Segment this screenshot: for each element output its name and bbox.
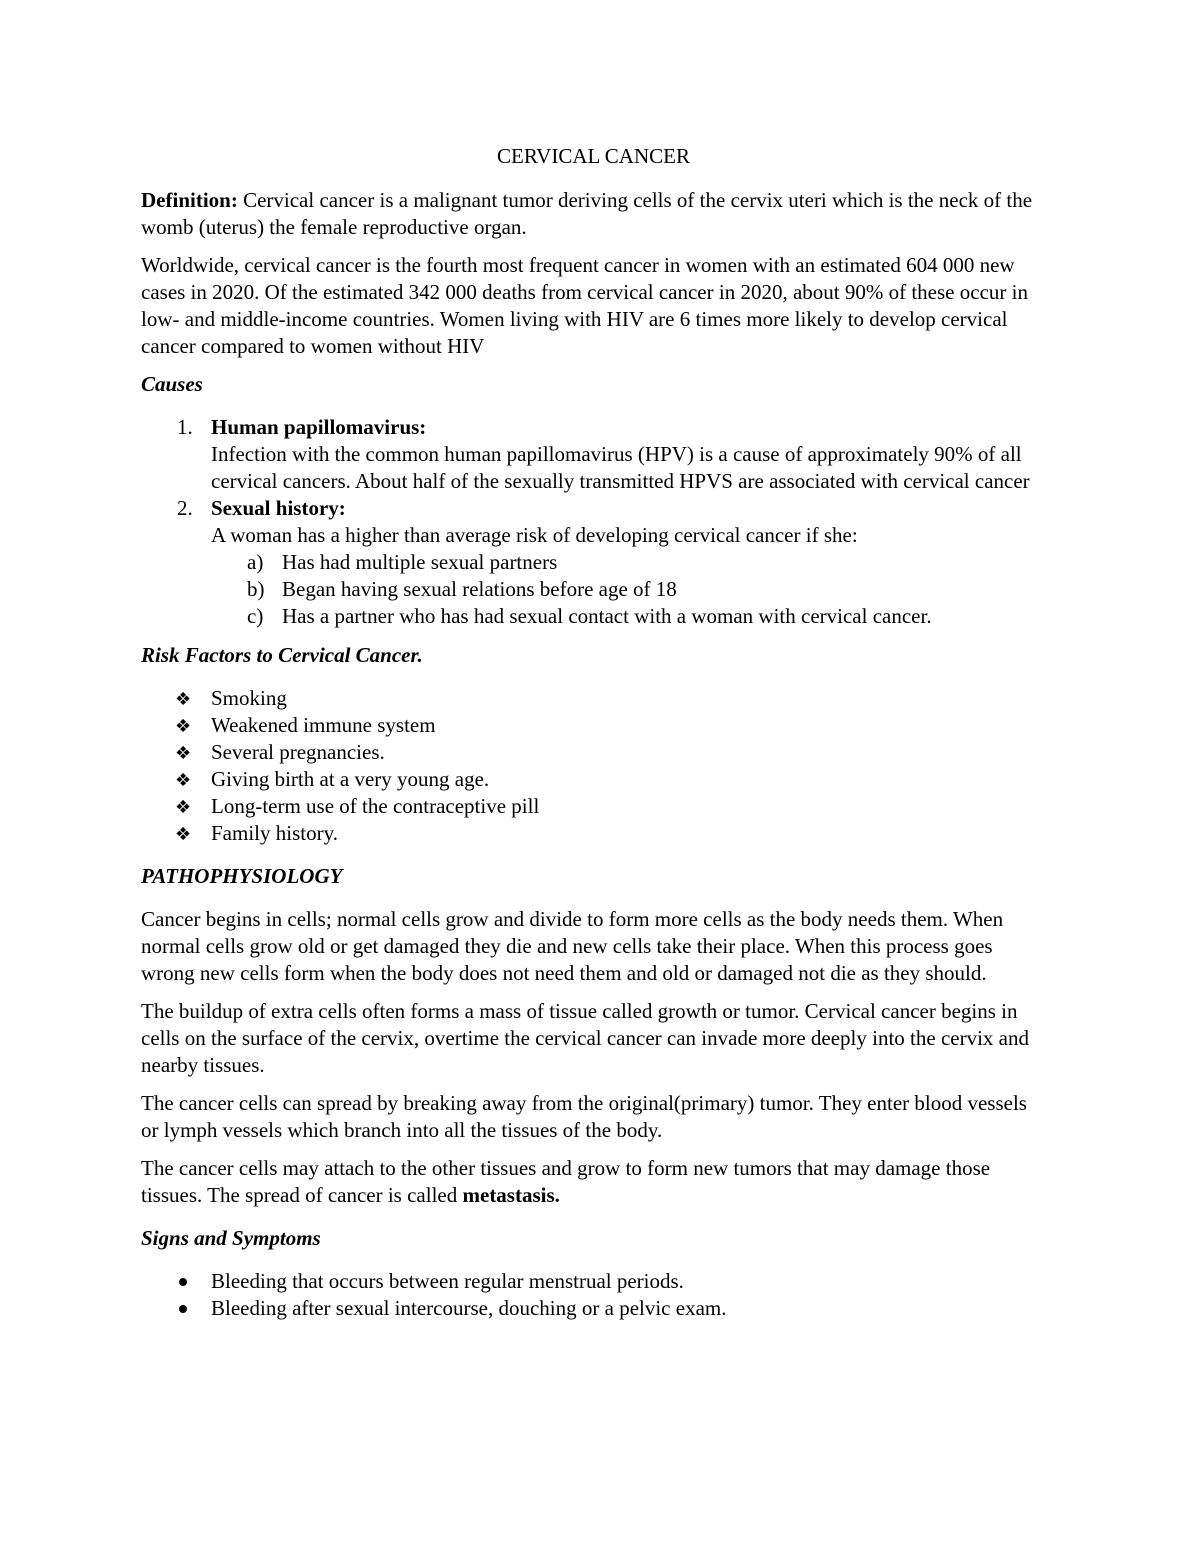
causes-heading: Causes <box>141 372 203 396</box>
pathophysiology-paragraph: The cancer cells can spread by breaking away from the original(primary) tumor. They enter blood vessels or lymph vessels which branch into all the tissues of the body. <box>141 1091 1027 1142</box>
list-item <box>141 685 1046 712</box>
metastasis-paragraph <box>141 1155 1046 1209</box>
list-item-text: Weakened immune system <box>211 713 436 737</box>
list-item <box>141 712 1046 739</box>
signs-list <box>141 1268 1046 1322</box>
metastasis-text: The cancer cells may attach to the other tissues and grow to form new tumors that may damage those tissues. The spread of cancer is called <box>141 1156 991 1207</box>
list-item-text: Long-term use of the contraceptive pill <box>211 794 540 818</box>
sub-list-item <box>211 603 1046 630</box>
sub-list-letter: b) <box>247 577 265 601</box>
list-item <box>141 1295 1046 1322</box>
diamond-bullet-icon: ❖ <box>175 716 192 737</box>
sub-list-text: Has had multiple sexual partners <box>282 550 558 574</box>
diamond-bullet-icon: ❖ <box>175 770 192 791</box>
definition-label: Definition: <box>141 188 238 212</box>
list-item-text: Bleeding that occurs between regular menstrual periods. <box>211 1269 684 1293</box>
worldwide-paragraph: Worldwide, cervical cancer is the fourth most frequent cancer in women with an estimated 604 000 new cases in 2020. Of the estimated 342 000 deaths from cervical cancer in 2020, about 90% of these occur in low- and middle-income countries. Women living with HIV are 6 times more likely to develop cervical cancer compared to women without HIV <box>141 253 1028 358</box>
sub-list <box>211 549 1046 630</box>
metastasis-term: metastasis. <box>462 1183 560 1207</box>
document-page <box>141 143 1046 1338</box>
list-item <box>141 414 1046 495</box>
dot-bullet-icon <box>179 1278 187 1286</box>
diamond-bullet-icon: ❖ <box>175 689 192 710</box>
diamond-bullet-icon: ❖ <box>175 824 192 845</box>
cause-text: A woman has a higher than average risk of developing cervical cancer if she: <box>211 523 858 547</box>
list-number: 1. <box>177 415 193 439</box>
list-item <box>141 495 1046 630</box>
signs-heading: Signs and Symptoms <box>141 1226 321 1250</box>
list-item <box>141 793 1046 820</box>
pathophysiology-paragraph: Cancer begins in cells; normal cells grow and divide to form more cells as the body needs them. When normal cells grow old or get damaged they die and new cells take their place. When this process goes wrong new cells form when the body does not need them and old or damaged not die as they should. <box>141 907 1004 985</box>
diamond-bullet-icon: ❖ <box>175 743 192 764</box>
document-title: CERVICAL CANCER <box>497 144 690 168</box>
definition-paragraph <box>141 187 1046 241</box>
dot-bullet-icon <box>179 1305 187 1313</box>
list-item-text: Family history. <box>211 821 338 845</box>
list-item-text: Several pregnancies. <box>211 740 385 764</box>
list-item-text: Bleeding after sexual intercourse, douching or a pelvic exam. <box>211 1296 727 1320</box>
list-number: 2. <box>177 496 193 520</box>
pathophysiology-paragraph: The buildup of extra cells often forms a mass of tissue called growth or tumor. Cervical cancer begins in cells on the surface of the cervix, overtime the cervical cancer can invade more deeply into the cervix and nearby tissues. <box>141 999 1029 1077</box>
sub-list-item <box>211 549 1046 576</box>
list-item <box>141 1268 1046 1295</box>
risk-factors-heading: Risk Factors to Cervical Cancer. <box>141 643 423 667</box>
sub-list-text: Has a partner who has had sexual contact with a woman with cervical cancer. <box>282 604 932 628</box>
list-item <box>141 820 1046 847</box>
risk-factors-list <box>141 685 1046 847</box>
list-item-text: Smoking <box>211 686 287 710</box>
pathophysiology-heading: PATHOPHYSIOLOGY <box>141 864 343 888</box>
list-item-text: Giving birth at a very young age. <box>211 767 490 791</box>
list-item <box>141 739 1046 766</box>
sub-list-letter: c) <box>247 604 264 628</box>
sub-list-letter: a) <box>247 550 264 574</box>
definition-text: Cervical cancer is a malignant tumor deriving cells of the cervix uteri which is the neck of the womb (uterus) the female reproductive organ. <box>141 188 1033 239</box>
list-item <box>141 766 1046 793</box>
cause-title: Human papillomavirus: <box>211 415 427 439</box>
cause-text: Infection with the common human papillomavirus (HPV) is a cause of approximately 90% of all cervical cancers. About half of the sexually transmitted HPVS are associated with cervical cancer <box>211 442 1030 493</box>
sub-list-item <box>211 576 1046 603</box>
sub-list-text: Began having sexual relations before age of 18 <box>282 577 677 601</box>
causes-list <box>141 414 1046 630</box>
diamond-bullet-icon: ❖ <box>175 797 192 818</box>
cause-title: Sexual history: <box>211 496 346 520</box>
